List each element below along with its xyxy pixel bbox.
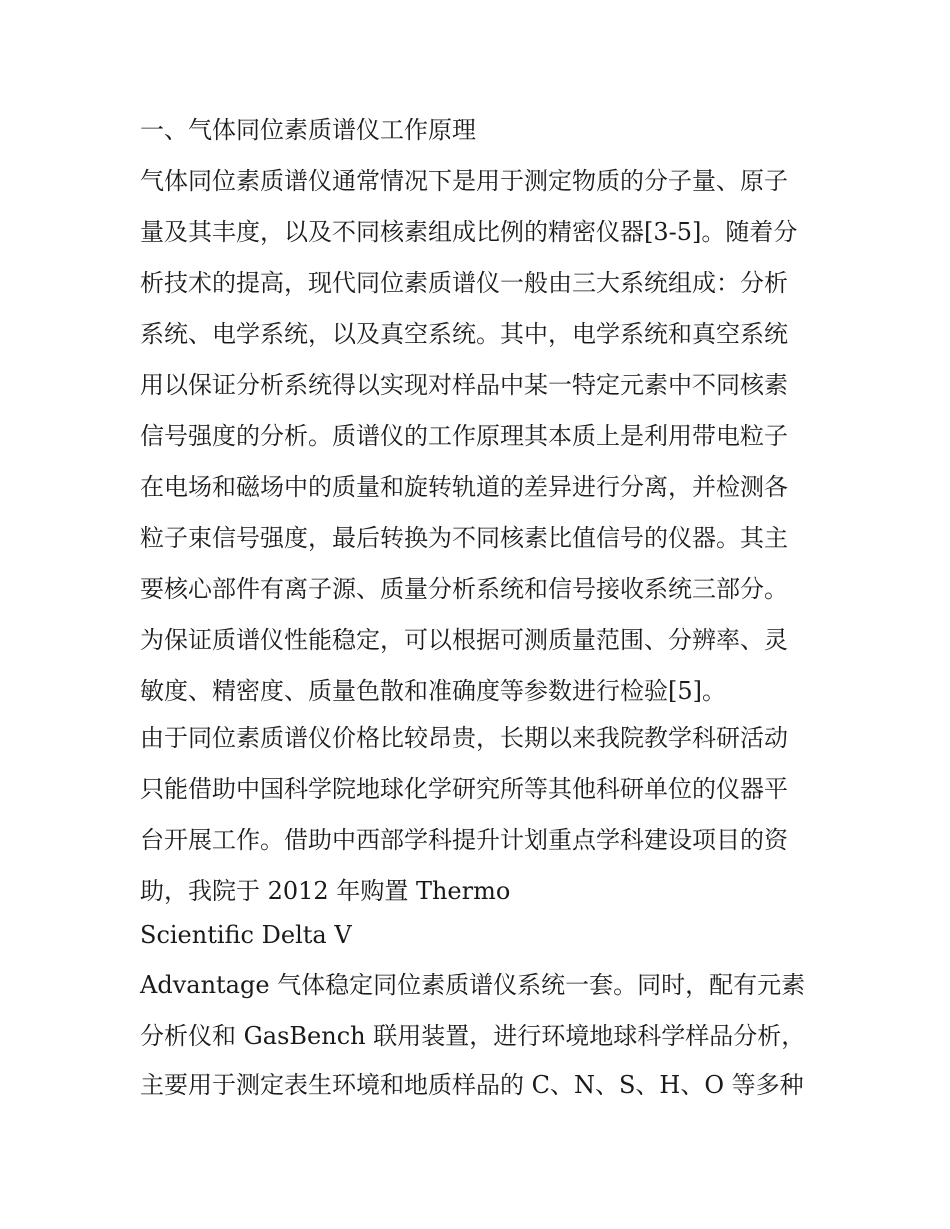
paragraph-line: 量及其丰度，以及不同核素组成比例的精密仪器[3-5]。随着分 bbox=[140, 218, 798, 246]
paragraph-line: 主要用于测定表生环境和地质样品的 C、N、S、H、O 等多种 bbox=[140, 1071, 804, 1099]
paragraph-line: Scientific Delta V bbox=[140, 921, 352, 949]
paragraph-line: 气体同位素质谱仪通常情况下是用于测定物质的分子量、原子 bbox=[140, 167, 788, 195]
paragraph-line: 信号强度的分析。质谱仪的工作原理其本质上是利用带电粒子 bbox=[140, 422, 788, 450]
paragraph-line: 系统、电学系统，以及真空系统。其中，电学系统和真空系统 bbox=[140, 320, 788, 348]
paragraph-line: 为保证质谱仪性能稳定，可以根据可测质量范围、分辨率、灵 bbox=[140, 626, 788, 654]
paragraph-line: 在电场和磁场中的质量和旋转轨道的差异进行分离，并检测各 bbox=[140, 473, 788, 501]
paragraph-line: 分析仪和 GasBench 联用装置，进行环境地球科学样品分析， bbox=[140, 1022, 806, 1050]
paragraph-line: 由于同位素质谱仪价格比较昂贵，长期以来我院教学科研活动 bbox=[140, 724, 788, 752]
paragraph-line: Advantage 气体稳定同位素质谱仪系统一套。同时，配有元素 bbox=[140, 971, 806, 999]
paragraph-line: 只能借助中国科学院地球化学研究所等其他科研单位的仪器平 bbox=[140, 775, 788, 803]
section-heading: 一、气体同位素质谱仪工作原理 bbox=[140, 116, 476, 144]
paragraph-line: 台开展工作。借助中西部学科提升计划重点学科建设项目的资 bbox=[140, 826, 788, 854]
paragraph-line: 用以保证分析系统得以实现对样品中某一特定元素中不同核素 bbox=[140, 371, 788, 399]
paragraph-line: 助，我院于 2012 年购置 Thermo bbox=[140, 877, 511, 905]
paragraph-line: 析技术的提高，现代同位素质谱仪一般由三大系统组成：分析 bbox=[140, 269, 788, 297]
paragraph-line: 粒子束信号强度，最后转换为不同核素比值信号的仪器。其主 bbox=[140, 524, 788, 552]
paragraph-line: 要核心部件有离子源、质量分析系统和信号接收系统三部分。 bbox=[140, 575, 788, 603]
paragraph-line: 敏度、精密度、质量色散和准确度等参数进行检验[5]。 bbox=[140, 677, 726, 705]
